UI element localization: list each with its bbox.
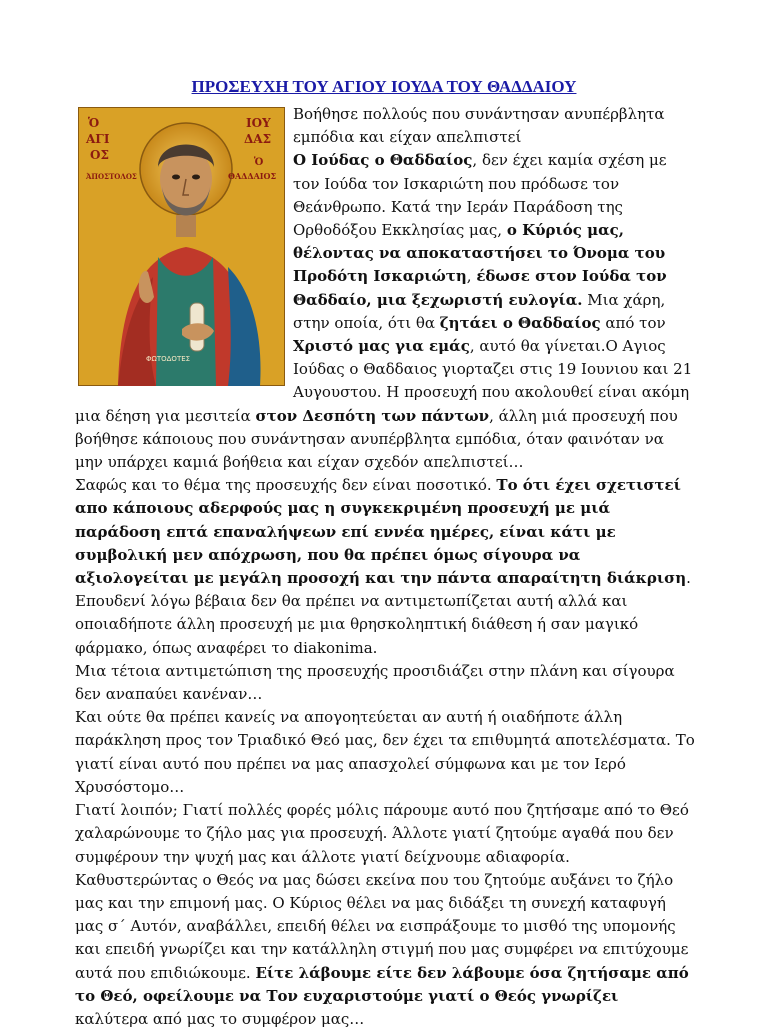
bold-span: έδωσε στον Ιούδα τον Θαδδαίο, μια ξεχωριστή ευλογία. — [293, 267, 667, 309]
bold-name: Ο Ιούδας ο Θαδδαίος — [293, 151, 473, 170]
bold-span: Είτε λάβουμε είτε δεν λάβουμε όσα ζητήσαμε από το Θεό, οφείλουμε να Τον ευχαριστούμε γιατί ο Θεός γνωρίζει — [75, 963, 689, 1005]
inscription-right-1: ΙΟΥ — [246, 116, 271, 130]
paragraph-4: Και ούτε θα πρέπει κανείς να απογοητεύεται αν αυτή ή οιαδήποτε άλλη παράκληση προς τον Τριαδικό Θεό μας, δεν έχει τα επιθυμητά αποτελέσματα. Το γιατί είναι αυτό που πρέπει να μας απασχολεί σύμφωνα και με τον Ιερό Χρυσόστομο… — [75, 708, 695, 796]
icon-painting — [78, 107, 285, 386]
page-title: ΠΡΟΣΕΥΧΗ ΤΟΥ ΑΓΙΟΥ ΙΟΥΔΑ ΤΟΥ ΘΑΔΔΑΙΟΥ — [191, 77, 577, 96]
text-span: Γιατί λοιπόν; Γιατί πολλές φορές μόλις πάρουμε αυτό που ζητήσαμε από το Θεό χαλαρώνουμε το ζήλο μας για προσευχή. Άλλοτε γιατί ζητούμε αγαθά που δεν συμφέρουν την ψυχή μας και άλλοτε γιατί δείχνουμε αδιαφορία. Καθυστερώντας ο Θεός να μας δώσει εκείνα που του ζητούμε αυξάνει το ζήλο μας και την επιμονή μας. Ο Κύριος θέλει να μας διδάξει τη συνεχή καταφυγή μας σ΄ Αυτόν, αναβάλλει, επειδή θέλει να εισπράξουμε το μισθό της υπομονής και επειδή γνωρίζει και την κατάλληλη στιγμή που μας συμφέρει να επιτύχουμε αυτά που επιδιώκουμε. — [75, 801, 689, 982]
text-span: από τον — [600, 313, 666, 332]
text-span: καλύτερα από μας το συμφέρον μας… — [75, 1009, 365, 1028]
tunic — [156, 257, 216, 386]
paragraph-3: Μια τέτοια αντιμετώπιση της προσευχής προσιδιάζει στην πλάνη και σίγουρα δεν αναπαύει κανέναν… — [75, 661, 675, 704]
document-body — [75, 103, 695, 1031]
bold-span: Το ότι έχει σχετιστεί απο κάποιους αδερφούς μας η συγκεκριμένη προσευχή με μιά παράδοση επτά επαναλήψεων επί εννέα ημέρες, είναι κάτι με συμβολική μεν απόχρωση, που θα πρέπει όμως σίγουρα να αξιολογείται με μεγάλη προσοχή και την πάντα απαραίτητη διάκριση — [75, 476, 687, 588]
text-span: , αυτό θα γίνεται.Ο Αγιος Ιούδας ο Θαδδαιος γιορταζει στις 19 Ιουνιου και 21 Αυγουστου. Η προσευχή που ακολουθεί είναι ακόμη μια δέηση για μεσιτεία — [75, 337, 693, 425]
text-span: . Επουδενί λόγω βέβαια δεν θα πρέπει να αντιμετωπίζεται αυτή αλλά και οποιαδήποτε άλλη προσευχή με μια θρησκοληπτική διάθεση ή σαν μαγικό φάρμακο, όπως αναφέρει το diakonima. — [75, 569, 691, 657]
inscription-left-3: ΟΣ — [90, 148, 109, 162]
text-span: , — [466, 267, 477, 286]
bold-span: ζητάει ο Θαδδαίος — [439, 313, 601, 332]
inscription-right-3: Ὁ — [254, 157, 264, 168]
inscription-apostle: ἈΠΟΣΤΟΛΟΣ — [86, 172, 137, 181]
inscription-right-4: ΘΑΔΔΑΙΟΣ — [228, 171, 277, 181]
text-span: , άλλη μιά προσευχή που βοήθησε κάποιους που συνάντησαν ανυπέρβλητα εμπόδια, όταν φαινόταν να μην υπάρχει καμιά βοήθεια και είχαν σχεδόν απελπιστεί… — [75, 406, 678, 472]
bold-span: Χριστό μας για εμάς — [293, 337, 470, 356]
inscription-left-1: Ὁ — [88, 116, 100, 130]
text-span: , δεν έχει καμία σχέση με τον Ιούδα τον Ισκαριώτη που πρόδωσε τον Θεάνθρωπο. Κατά την Ιεράν Παράδοση της Ορθοδόξου Εκκλησίας μας, — [293, 151, 667, 240]
text-span: Σαφώς και το θέμα της προσευχής δεν είναι ποσοτικό. — [75, 476, 497, 495]
text-span: Μια χάρη, στην οποία, ότι θα — [293, 290, 666, 332]
paragraph-5 — [75, 799, 695, 1031]
paragraph-2 — [75, 474, 695, 660]
image-watermark: ΦΩΤΟΔΟΤΕΣ — [146, 355, 191, 363]
bold-span: ο Κύριός μας, θέλοντας να αποκαταστήσει το Όνομα του Προδότη Ισκαριώτη — [293, 221, 666, 286]
saint-jude-icon-image — [75, 103, 285, 388]
inscription-right-2: ΔΑΣ — [244, 132, 272, 146]
bold-span: στον Δεσπότη των πάντων — [255, 406, 490, 425]
intro-line: Βοήθησε πολλούς που συνάντησαν ανυπέρβλητα εμπόδια και είχαν απελπιστεί — [293, 105, 665, 147]
inscription-left-2: ΑΓΙ — [86, 132, 110, 146]
